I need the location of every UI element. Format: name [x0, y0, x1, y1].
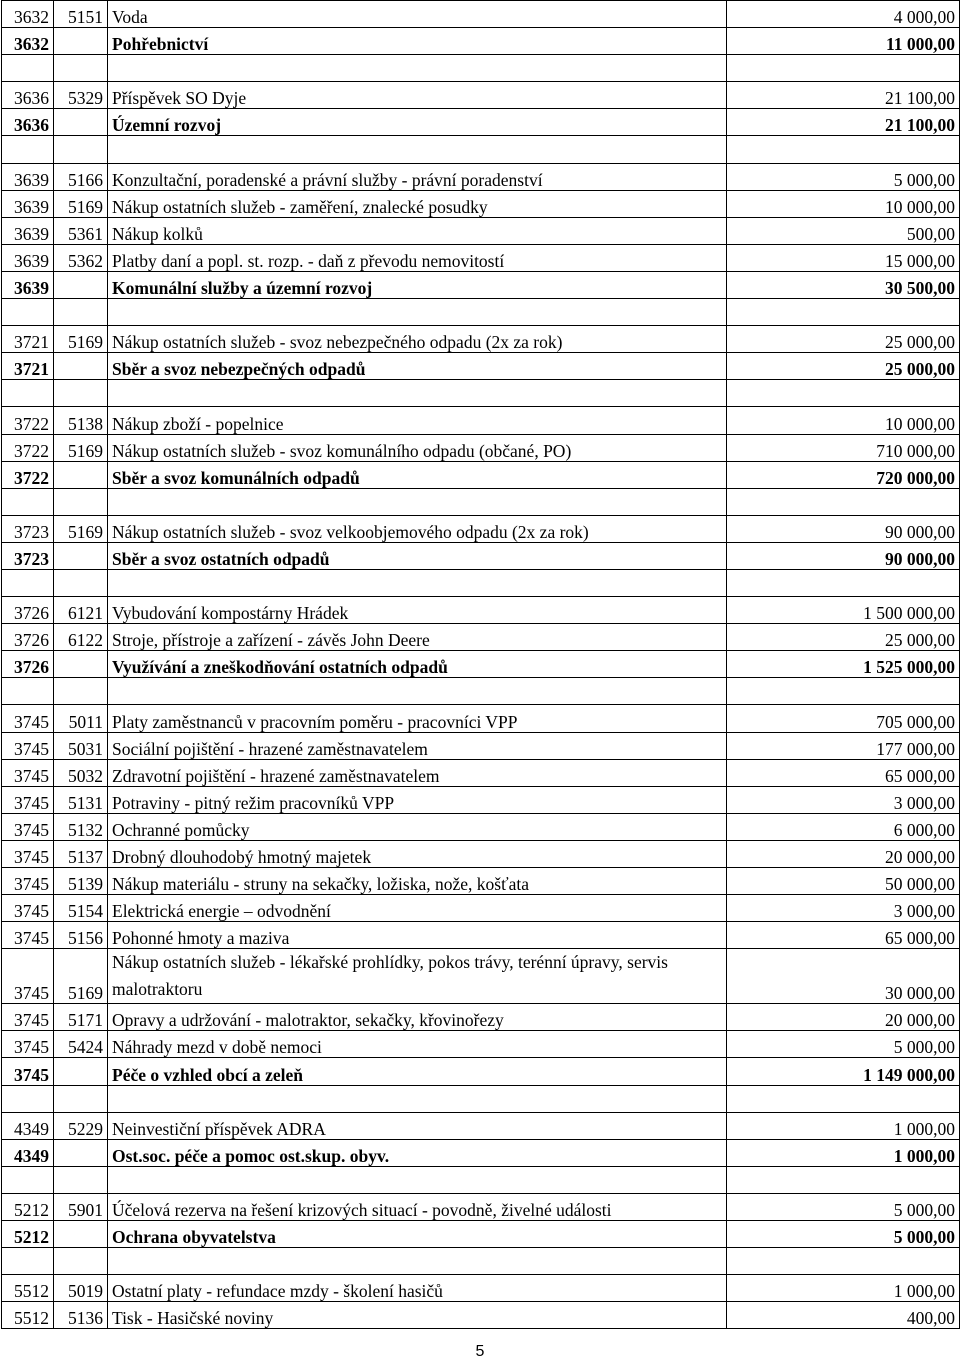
- amount-cell: [727, 299, 960, 326]
- paragraph-cell: 3745: [2, 1058, 54, 1085]
- table-row: [2, 434, 960, 461]
- paragraph-cell: 3639: [2, 271, 54, 298]
- description-cell: Komunální služby a územní rozvoj: [108, 271, 727, 298]
- description-cell: Územní rozvoj: [108, 109, 727, 136]
- item-code-cell: 5171: [54, 1004, 108, 1031]
- amount-cell: [727, 569, 960, 596]
- description-cell: Příspěvek SO Dyje: [108, 82, 727, 109]
- description-cell: Opravy a udržování - malotraktor, sekačky, křovinořezy: [108, 1004, 727, 1031]
- paragraph-cell: [2, 1166, 54, 1193]
- amount-cell: 1 500 000,00: [727, 597, 960, 624]
- spacer-row: [2, 678, 960, 705]
- item-code-cell: 5361: [54, 217, 108, 244]
- amount-cell: 50 000,00: [727, 868, 960, 895]
- item-code-cell: [54, 1221, 108, 1248]
- amount-cell: 710 000,00: [727, 434, 960, 461]
- paragraph-cell: 3726: [2, 597, 54, 624]
- amount-cell: 21 100,00: [727, 109, 960, 136]
- amount-cell: 1 525 000,00: [727, 651, 960, 678]
- amount-cell: 5 000,00: [727, 1221, 960, 1248]
- amount-cell: 1 000,00: [727, 1275, 960, 1302]
- item-code-cell: [54, 1139, 108, 1166]
- description-cell: Neinvestiční příspěvek ADRA: [108, 1112, 727, 1139]
- paragraph-cell: 3639: [2, 244, 54, 271]
- amount-cell: 20 000,00: [727, 1004, 960, 1031]
- amount-cell: 6 000,00: [727, 813, 960, 840]
- amount-cell: 1 000,00: [727, 1139, 960, 1166]
- paragraph-cell: 3723: [2, 542, 54, 569]
- table-row: [2, 1302, 960, 1329]
- amount-cell: 30 500,00: [727, 271, 960, 298]
- amount-cell: 5 000,00: [727, 1193, 960, 1220]
- table-row: [2, 1004, 960, 1031]
- paragraph-cell: 3726: [2, 651, 54, 678]
- paragraph-cell: 3745: [2, 1004, 54, 1031]
- paragraph-cell: 3632: [2, 28, 54, 55]
- paragraph-cell: 3745: [2, 1031, 54, 1058]
- table-row: [2, 786, 960, 813]
- budget-table: [1, 0, 960, 1329]
- budget-table-body: [2, 1, 960, 1329]
- table-row: [2, 515, 960, 542]
- description-cell: [108, 299, 727, 326]
- table-row: [2, 949, 960, 1004]
- amount-cell: 20 000,00: [727, 840, 960, 867]
- item-code-cell: 5362: [54, 244, 108, 271]
- amount-cell: 3 000,00: [727, 895, 960, 922]
- paragraph-cell: [2, 55, 54, 82]
- paragraph-cell: [2, 569, 54, 596]
- description-cell: [108, 136, 727, 163]
- description-cell: Sociální pojištění - hrazené zaměstnavatelem: [108, 732, 727, 759]
- paragraph-cell: 3721: [2, 326, 54, 353]
- amount-cell: 10 000,00: [727, 190, 960, 217]
- table-row: [2, 1193, 960, 1220]
- amount-cell: 25 000,00: [727, 326, 960, 353]
- description-cell: Sběr a svoz komunálních odpadů: [108, 461, 727, 488]
- item-code-cell: 5032: [54, 759, 108, 786]
- spacer-row: [2, 1248, 960, 1275]
- section-total-row: [2, 651, 960, 678]
- description-cell: Ostatní platy - refundace mzdy - školení hasičů: [108, 1275, 727, 1302]
- description-cell: Nákup ostatních služeb - zaměření, znalecké posudky: [108, 190, 727, 217]
- item-code-cell: 5229: [54, 1112, 108, 1139]
- amount-cell: 177 000,00: [727, 732, 960, 759]
- description-cell: Nákup ostatních služeb - svoz nebezpečného odpadu (2x za rok): [108, 326, 727, 353]
- table-row: [2, 1, 960, 28]
- description-cell: Ochrana obyvatelstva: [108, 1221, 727, 1248]
- spacer-row: [2, 380, 960, 407]
- paragraph-cell: 3745: [2, 949, 54, 1004]
- amount-cell: 65 000,00: [727, 759, 960, 786]
- item-code-cell: 5031: [54, 732, 108, 759]
- paragraph-cell: 3722: [2, 434, 54, 461]
- description-cell: Platby daní a popl. st. rozp. - daň z převodu nemovitostí: [108, 244, 727, 271]
- amount-cell: 5 000,00: [727, 1031, 960, 1058]
- page-number: 5: [475, 1343, 485, 1360]
- item-code-cell: 5169: [54, 326, 108, 353]
- table-row: [2, 597, 960, 624]
- spacer-row: [2, 1085, 960, 1112]
- amount-cell: 1 149 000,00: [727, 1058, 960, 1085]
- description-cell: Ost.soc. péče a pomoc ost.skup. obyv.: [108, 1139, 727, 1166]
- description-cell: [108, 380, 727, 407]
- table-row: [2, 813, 960, 840]
- item-code-cell: 5139: [54, 868, 108, 895]
- paragraph-cell: 3726: [2, 624, 54, 651]
- section-total-row: [2, 28, 960, 55]
- item-code-cell: 5329: [54, 82, 108, 109]
- paragraph-cell: 3745: [2, 868, 54, 895]
- item-code-cell: 5131: [54, 786, 108, 813]
- item-code-cell: 5151: [54, 1, 108, 28]
- description-cell: Voda: [108, 1, 727, 28]
- table-row: [2, 624, 960, 651]
- paragraph-cell: [2, 1248, 54, 1275]
- amount-cell: [727, 678, 960, 705]
- item-code-cell: [54, 136, 108, 163]
- paragraph-cell: [2, 678, 54, 705]
- table-row: [2, 190, 960, 217]
- paragraph-cell: 3639: [2, 190, 54, 217]
- paragraph-cell: 3721: [2, 353, 54, 380]
- amount-cell: 65 000,00: [727, 922, 960, 949]
- item-code-cell: 5169: [54, 515, 108, 542]
- amount-cell: 30 000,00: [727, 949, 960, 1004]
- item-code-cell: [54, 271, 108, 298]
- spacer-row: [2, 1166, 960, 1193]
- item-code-cell: [54, 299, 108, 326]
- table-row: [2, 1275, 960, 1302]
- item-code-cell: [54, 353, 108, 380]
- table-row: [2, 868, 960, 895]
- amount-cell: 720 000,00: [727, 461, 960, 488]
- paragraph-cell: 3745: [2, 786, 54, 813]
- description-cell: Pohonné hmoty a maziva: [108, 922, 727, 949]
- description-cell: Využívání a zneškodňování ostatních odpadů: [108, 651, 727, 678]
- paragraph-cell: 3745: [2, 895, 54, 922]
- description-cell: Nákup kolků: [108, 217, 727, 244]
- amount-cell: [727, 1085, 960, 1112]
- amount-cell: 705 000,00: [727, 705, 960, 732]
- item-code-cell: 5424: [54, 1031, 108, 1058]
- amount-cell: [727, 55, 960, 82]
- item-code-cell: 5011: [54, 705, 108, 732]
- section-total-row: [2, 109, 960, 136]
- item-code-cell: 5169: [54, 190, 108, 217]
- item-code-cell: 5136: [54, 1302, 108, 1329]
- paragraph-cell: [2, 299, 54, 326]
- amount-cell: 25 000,00: [727, 624, 960, 651]
- item-code-cell: [54, 28, 108, 55]
- description-cell: Ochranné pomůcky: [108, 813, 727, 840]
- description-cell: Nákup ostatních služeb - svoz komunálního odpadu (občané, PO): [108, 434, 727, 461]
- paragraph-cell: 3745: [2, 922, 54, 949]
- paragraph-cell: [2, 380, 54, 407]
- paragraph-cell: 5212: [2, 1193, 54, 1220]
- item-code-cell: 5019: [54, 1275, 108, 1302]
- item-code-cell: [54, 1085, 108, 1112]
- item-code-cell: [54, 1166, 108, 1193]
- amount-cell: 10 000,00: [727, 407, 960, 434]
- item-code-cell: [54, 380, 108, 407]
- table-row: [2, 407, 960, 434]
- amount-cell: 15 000,00: [727, 244, 960, 271]
- description-cell: Elektrická energie – odvodnění: [108, 895, 727, 922]
- table-row: [2, 217, 960, 244]
- description-cell: Péče o vzhled obcí a zeleň: [108, 1058, 727, 1085]
- item-code-cell: 5901: [54, 1193, 108, 1220]
- item-code-cell: [54, 678, 108, 705]
- paragraph-cell: 5512: [2, 1275, 54, 1302]
- paragraph-cell: [2, 1085, 54, 1112]
- description-cell: [108, 1085, 727, 1112]
- item-code-cell: 5156: [54, 922, 108, 949]
- paragraph-cell: [2, 488, 54, 515]
- paragraph-cell: 3639: [2, 163, 54, 190]
- section-total-row: [2, 271, 960, 298]
- section-total-row: [2, 1058, 960, 1085]
- amount-cell: 4 000,00: [727, 1, 960, 28]
- amount-cell: 25 000,00: [727, 353, 960, 380]
- amount-cell: 400,00: [727, 1302, 960, 1329]
- amount-cell: 90 000,00: [727, 542, 960, 569]
- description-cell: Nákup ostatních služeb - lékařské prohlídky, pokos trávy, terénní úpravy, servis malotraktoru: [108, 949, 727, 1004]
- item-code-cell: [54, 488, 108, 515]
- item-code-cell: 5138: [54, 407, 108, 434]
- description-cell: Účelová rezerva na řešení krizových situací - povodně, živelné události: [108, 1193, 727, 1220]
- table-row: [2, 705, 960, 732]
- description-cell: Nákup materiálu - struny na sekačky, ložiska, nože, košťata: [108, 868, 727, 895]
- section-total-row: [2, 542, 960, 569]
- paragraph-cell: 3636: [2, 109, 54, 136]
- description-cell: Nákup ostatních služeb - svoz velkoobjemového odpadu (2x za rok): [108, 515, 727, 542]
- description-cell: [108, 55, 727, 82]
- section-total-row: [2, 353, 960, 380]
- amount-cell: [727, 136, 960, 163]
- paragraph-cell: 5512: [2, 1302, 54, 1329]
- item-code-cell: [54, 55, 108, 82]
- description-cell: Sběr a svoz nebezpečných odpadů: [108, 353, 727, 380]
- table-row: [2, 732, 960, 759]
- description-cell: Konzultační, poradenské a právní služby - právní poradenství: [108, 163, 727, 190]
- spacer-row: [2, 299, 960, 326]
- amount-cell: [727, 488, 960, 515]
- item-code-cell: 6122: [54, 624, 108, 651]
- table-row: [2, 922, 960, 949]
- table-row: [2, 895, 960, 922]
- item-code-cell: 5154: [54, 895, 108, 922]
- section-total-row: [2, 1221, 960, 1248]
- table-row: [2, 244, 960, 271]
- description-cell: [108, 1248, 727, 1275]
- paragraph-cell: 5212: [2, 1221, 54, 1248]
- table-row: [2, 326, 960, 353]
- item-code-cell: 6121: [54, 597, 108, 624]
- paragraph-cell: 3722: [2, 461, 54, 488]
- description-cell: [108, 1166, 727, 1193]
- table-row: [2, 1031, 960, 1058]
- amount-cell: [727, 1248, 960, 1275]
- table-row: [2, 1112, 960, 1139]
- amount-cell: [727, 380, 960, 407]
- description-cell: Tisk - Hasičské noviny: [108, 1302, 727, 1329]
- amount-cell: 500,00: [727, 217, 960, 244]
- description-cell: Vybudování kompostárny Hrádek: [108, 597, 727, 624]
- amount-cell: 11 000,00: [727, 28, 960, 55]
- description-cell: Drobný dlouhodobý hmotný majetek: [108, 840, 727, 867]
- item-code-cell: [54, 542, 108, 569]
- item-code-cell: [54, 569, 108, 596]
- description-cell: Potraviny - pitný režim pracovníků VPP: [108, 786, 727, 813]
- paragraph-cell: 3745: [2, 732, 54, 759]
- spacer-row: [2, 488, 960, 515]
- paragraph-cell: 3636: [2, 82, 54, 109]
- description-cell: [108, 569, 727, 596]
- table-row: [2, 759, 960, 786]
- description-cell: Pohřebnictví: [108, 28, 727, 55]
- paragraph-cell: [2, 136, 54, 163]
- table-row: [2, 163, 960, 190]
- paragraph-cell: 3745: [2, 759, 54, 786]
- description-cell: Stroje, přístroje a zařízení - závěs John Deere: [108, 624, 727, 651]
- amount-cell: 21 100,00: [727, 82, 960, 109]
- section-total-row: [2, 461, 960, 488]
- spacer-row: [2, 569, 960, 596]
- paragraph-cell: 3639: [2, 217, 54, 244]
- description-cell: [108, 678, 727, 705]
- spacer-row: [2, 55, 960, 82]
- description-cell: Platy zaměstnanců v pracovním poměru - pracovníci VPP: [108, 705, 727, 732]
- description-cell: Nákup zboží - popelnice: [108, 407, 727, 434]
- item-code-cell: 5166: [54, 163, 108, 190]
- amount-cell: [727, 1166, 960, 1193]
- item-code-cell: 5169: [54, 949, 108, 1004]
- amount-cell: 3 000,00: [727, 786, 960, 813]
- description-cell: [108, 488, 727, 515]
- item-code-cell: 5137: [54, 840, 108, 867]
- section-total-row: [2, 1139, 960, 1166]
- item-code-cell: [54, 109, 108, 136]
- paragraph-cell: 3745: [2, 813, 54, 840]
- paragraph-cell: 3745: [2, 705, 54, 732]
- description-cell: Náhrady mezd v době nemoci: [108, 1031, 727, 1058]
- item-code-cell: 5132: [54, 813, 108, 840]
- spacer-row: [2, 136, 960, 163]
- paragraph-cell: 3723: [2, 515, 54, 542]
- item-code-cell: 5169: [54, 434, 108, 461]
- item-code-cell: [54, 461, 108, 488]
- paragraph-cell: 4349: [2, 1139, 54, 1166]
- table-row: [2, 82, 960, 109]
- paragraph-cell: 3632: [2, 1, 54, 28]
- description-cell: Zdravotní pojištění - hrazené zaměstnavatelem: [108, 759, 727, 786]
- item-code-cell: [54, 1058, 108, 1085]
- paragraph-cell: 4349: [2, 1112, 54, 1139]
- table-row: [2, 840, 960, 867]
- amount-cell: 5 000,00: [727, 163, 960, 190]
- amount-cell: 90 000,00: [727, 515, 960, 542]
- item-code-cell: [54, 651, 108, 678]
- description-cell: Sběr a svoz ostatních odpadů: [108, 542, 727, 569]
- paragraph-cell: 3722: [2, 407, 54, 434]
- amount-cell: 1 000,00: [727, 1112, 960, 1139]
- item-code-cell: [54, 1248, 108, 1275]
- paragraph-cell: 3745: [2, 840, 54, 867]
